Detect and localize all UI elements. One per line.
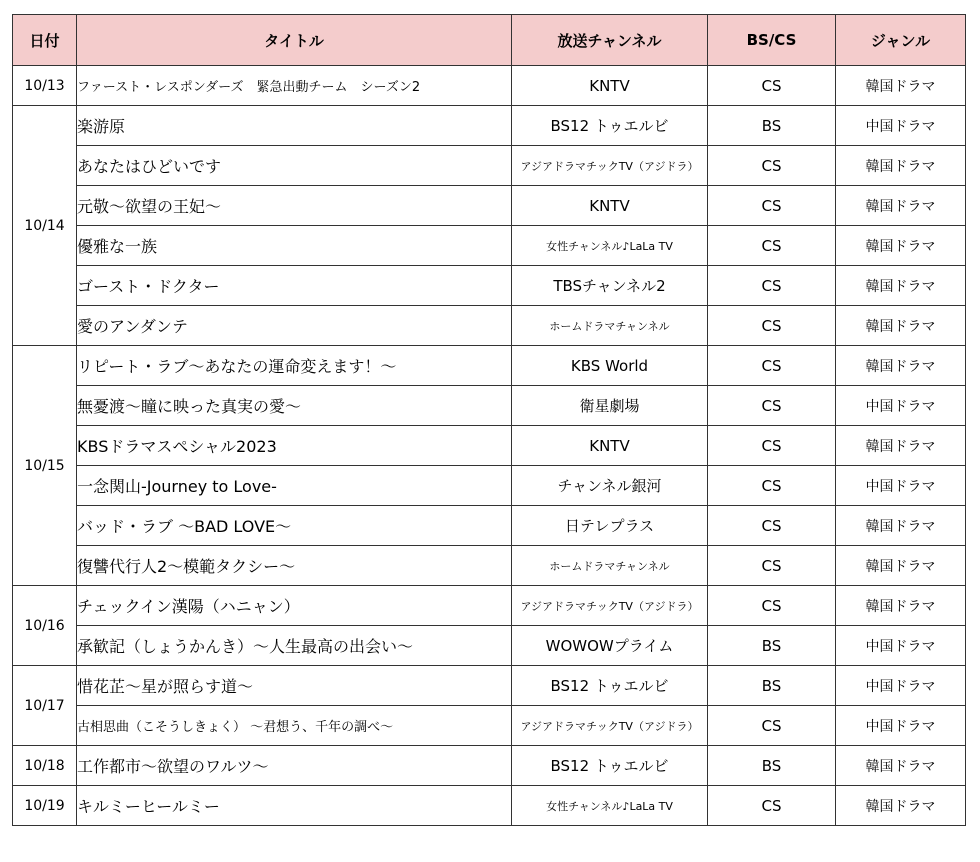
bscs-cell: CS bbox=[708, 426, 836, 466]
channel-cell: KBS World bbox=[512, 346, 708, 386]
genre-cell: 韓国ドラマ bbox=[836, 586, 966, 626]
header-genre: ジャンル bbox=[836, 15, 966, 66]
title-cell: リピート・ラブ～あなたの運命変えます！～ bbox=[77, 346, 512, 386]
header-channel: 放送チャンネル bbox=[512, 15, 708, 66]
genre-cell: 韓国ドラマ bbox=[836, 306, 966, 346]
channel-cell: BS12 トゥエルビ bbox=[512, 746, 708, 786]
channel-cell: TBSチャンネル2 bbox=[512, 266, 708, 306]
channel-cell: BS12 トゥエルビ bbox=[512, 106, 708, 146]
genre-cell: 韓国ドラマ bbox=[836, 786, 966, 826]
genre-cell: 韓国ドラマ bbox=[836, 146, 966, 186]
title-cell: チェックイン漢陽（ハニャン） bbox=[77, 586, 512, 626]
table-header bbox=[13, 15, 966, 66]
header-title: タイトル bbox=[77, 15, 512, 66]
genre-cell: 韓国ドラマ bbox=[836, 546, 966, 586]
title-cell: 元敬～欲望の王妃～ bbox=[77, 186, 512, 226]
table-row bbox=[13, 306, 966, 346]
date-cell: 10/13 bbox=[13, 66, 77, 106]
bscs-cell: BS bbox=[708, 106, 836, 146]
bscs-cell: CS bbox=[708, 586, 836, 626]
channel-cell: 女性チャンネル♪LaLa TV bbox=[512, 226, 708, 266]
genre-cell: 中国ドラマ bbox=[836, 626, 966, 666]
channel-cell: ホームドラマチャンネル bbox=[512, 546, 708, 586]
bscs-cell: CS bbox=[708, 466, 836, 506]
title-cell: ゴースト・ドクター bbox=[77, 266, 512, 306]
genre-cell: 中国ドラマ bbox=[836, 386, 966, 426]
title-cell: 惜花芷～星が照らす道～ bbox=[77, 666, 512, 706]
title-cell: KBSドラマスペシャル2023 bbox=[77, 426, 512, 466]
genre-cell: 韓国ドラマ bbox=[836, 746, 966, 786]
channel-cell: チャンネル銀河 bbox=[512, 466, 708, 506]
title-cell: 復讐代行人2～模範タクシー～ bbox=[77, 546, 512, 586]
header-bscs: BS/CS bbox=[708, 15, 836, 66]
table-row bbox=[13, 386, 966, 426]
table-row bbox=[13, 546, 966, 586]
bscs-cell: CS bbox=[708, 386, 836, 426]
table-row bbox=[13, 346, 966, 386]
schedule-table bbox=[12, 14, 966, 826]
genre-cell: 中国ドラマ bbox=[836, 706, 966, 746]
bscs-cell: CS bbox=[708, 306, 836, 346]
title-cell: キルミーヒールミー bbox=[77, 786, 512, 826]
title-cell: 優雅な一族 bbox=[77, 226, 512, 266]
bscs-cell: CS bbox=[708, 226, 836, 266]
date-cell: 10/17 bbox=[13, 666, 77, 746]
date-cell: 10/19 bbox=[13, 786, 77, 826]
genre-cell: 韓国ドラマ bbox=[836, 506, 966, 546]
bscs-cell: CS bbox=[708, 66, 836, 106]
title-cell: 無憂渡～瞳に映った真実の愛～ bbox=[77, 386, 512, 426]
date-cell: 10/14 bbox=[13, 106, 77, 346]
bscs-cell: CS bbox=[708, 506, 836, 546]
title-cell: バッド・ラブ ～BAD LOVE～ bbox=[77, 506, 512, 546]
genre-cell: 中国ドラマ bbox=[836, 466, 966, 506]
table-row bbox=[13, 266, 966, 306]
title-cell: 古相思曲（こそうしきょく） ～君想う、千年の調べ～ bbox=[77, 706, 512, 746]
table-row bbox=[13, 226, 966, 266]
channel-cell: KNTV bbox=[512, 66, 708, 106]
bscs-cell: CS bbox=[708, 786, 836, 826]
channel-cell: アジアドラマチックTV（アジドラ） bbox=[512, 146, 708, 186]
bscs-cell: CS bbox=[708, 546, 836, 586]
genre-cell: 韓国ドラマ bbox=[836, 346, 966, 386]
channel-cell: アジアドラマチックTV（アジドラ） bbox=[512, 706, 708, 746]
channel-cell: ホームドラマチャンネル bbox=[512, 306, 708, 346]
genre-cell: 韓国ドラマ bbox=[836, 226, 966, 266]
title-cell: 愛のアンダンテ bbox=[77, 306, 512, 346]
header-row bbox=[13, 15, 966, 66]
title-cell: ファースト・レスポンダーズ 緊急出動チーム シーズン2 bbox=[77, 66, 512, 106]
table-row bbox=[13, 466, 966, 506]
channel-cell: 女性チャンネル♪LaLa TV bbox=[512, 786, 708, 826]
channel-cell: KNTV bbox=[512, 426, 708, 466]
table-row bbox=[13, 666, 966, 706]
title-cell: あなたはひどいです bbox=[77, 146, 512, 186]
genre-cell: 韓国ドラマ bbox=[836, 66, 966, 106]
table-body bbox=[13, 66, 966, 826]
table-row bbox=[13, 626, 966, 666]
title-cell: 楽游原 bbox=[77, 106, 512, 146]
bscs-cell: CS bbox=[708, 266, 836, 306]
table-row bbox=[13, 586, 966, 626]
bscs-cell: CS bbox=[708, 346, 836, 386]
date-cell: 10/18 bbox=[13, 746, 77, 786]
table-row bbox=[13, 506, 966, 546]
table-row bbox=[13, 426, 966, 466]
genre-cell: 韓国ドラマ bbox=[836, 426, 966, 466]
genre-cell: 韓国ドラマ bbox=[836, 186, 966, 226]
bscs-cell: BS bbox=[708, 746, 836, 786]
genre-cell: 中国ドラマ bbox=[836, 666, 966, 706]
table-row bbox=[13, 106, 966, 146]
title-cell: 承歓記（しょうかんき）～人生最高の出会い～ bbox=[77, 626, 512, 666]
channel-cell: BS12 トゥエルビ bbox=[512, 666, 708, 706]
genre-cell: 韓国ドラマ bbox=[836, 266, 966, 306]
bscs-cell: BS bbox=[708, 626, 836, 666]
genre-cell: 中国ドラマ bbox=[836, 106, 966, 146]
table-row bbox=[13, 706, 966, 746]
channel-cell: アジアドラマチックTV（アジドラ） bbox=[512, 586, 708, 626]
channel-cell: KNTV bbox=[512, 186, 708, 226]
date-cell: 10/15 bbox=[13, 346, 77, 586]
bscs-cell: BS bbox=[708, 666, 836, 706]
bscs-cell: CS bbox=[708, 146, 836, 186]
title-cell: 一念関山-Journey to Love- bbox=[77, 466, 512, 506]
header-date: 日付 bbox=[13, 15, 77, 66]
table-row bbox=[13, 786, 966, 826]
table-row bbox=[13, 746, 966, 786]
table-row bbox=[13, 186, 966, 226]
channel-cell: WOWOWプライム bbox=[512, 626, 708, 666]
table-row bbox=[13, 146, 966, 186]
channel-cell: 日テレプラス bbox=[512, 506, 708, 546]
table-row bbox=[13, 66, 966, 106]
bscs-cell: CS bbox=[708, 706, 836, 746]
date-cell: 10/16 bbox=[13, 586, 77, 666]
channel-cell: 衛星劇場 bbox=[512, 386, 708, 426]
title-cell: 工作都市～欲望のワルツ～ bbox=[77, 746, 512, 786]
bscs-cell: CS bbox=[708, 186, 836, 226]
